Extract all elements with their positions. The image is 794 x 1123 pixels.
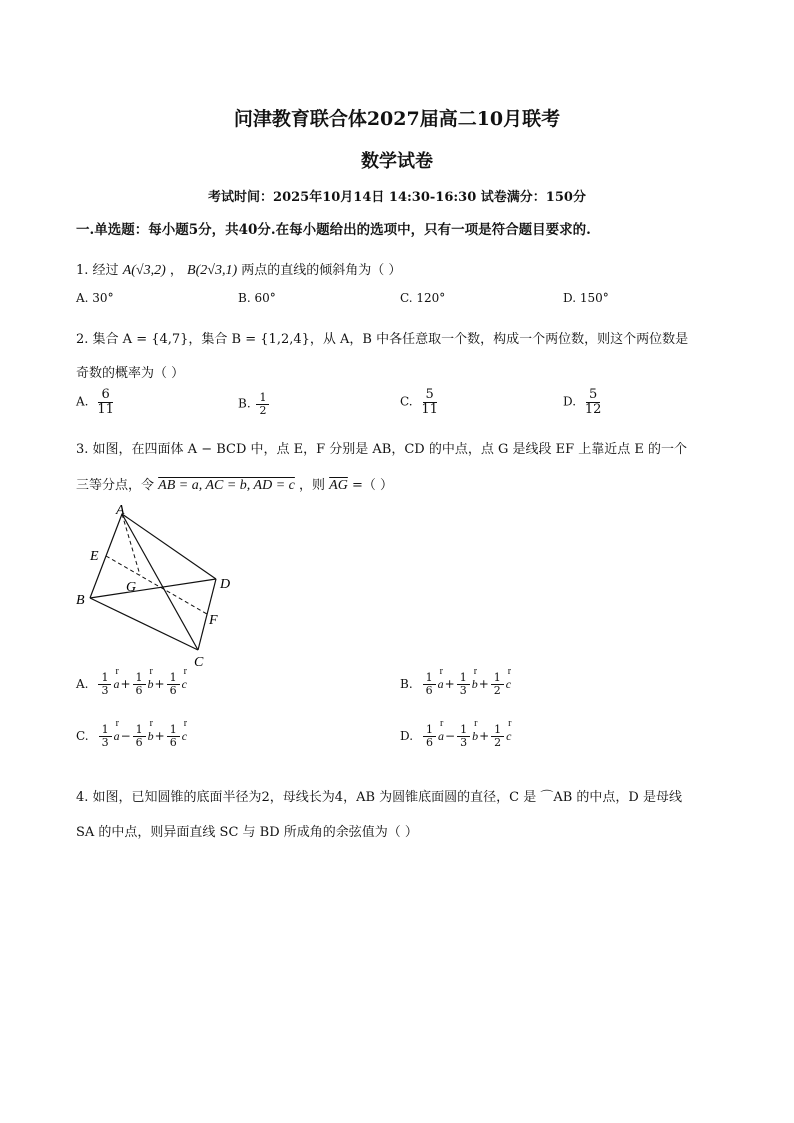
- vector-mark: r: [474, 717, 478, 729]
- vector-mark: r: [183, 717, 188, 729]
- vector-c: c: [181, 728, 188, 743]
- denominator: 2: [494, 735, 502, 749]
- section-heading: 一.单选题：每小题5分，共40分.在每小题给出的选项中，只有一项是符合题目要求的.: [76, 222, 591, 238]
- vector-mark: r: [507, 665, 512, 677]
- edge-ad: [122, 514, 216, 579]
- operator: +: [154, 677, 165, 692]
- label-e: E: [90, 549, 99, 564]
- vector-mark: r: [183, 665, 187, 677]
- page-title: 问津教育联合体2027届高二10月联考: [233, 108, 561, 130]
- numerator: 1: [167, 724, 180, 737]
- question-3-line2: [76, 474, 393, 494]
- vector-b: b: [147, 676, 154, 691]
- q3-option-d-label: D.: [400, 729, 414, 744]
- page-subtitle: 数学试卷: [361, 151, 433, 172]
- vector-b: b: [147, 728, 154, 743]
- edge-bd: [90, 579, 216, 598]
- numerator: 1: [133, 724, 146, 737]
- vector-a: a: [113, 676, 120, 691]
- label-c: C: [194, 655, 204, 670]
- q3-line2-mid: ，则: [299, 478, 326, 493]
- edge-bc: [90, 598, 198, 650]
- vector-c: c: [505, 676, 512, 691]
- denominator: 3: [460, 735, 468, 749]
- q3-line2-prefix: 三等分点，令: [76, 478, 155, 493]
- numerator: 1: [256, 392, 269, 405]
- denominator: 11: [97, 401, 114, 417]
- vector-mark: r: [440, 717, 444, 729]
- vector-mark: r: [149, 717, 153, 729]
- numerator: 5: [423, 388, 437, 403]
- denominator: 3: [101, 683, 109, 697]
- q2-option-b-label: B.: [238, 396, 251, 411]
- q1-prefix: 1. 经过: [76, 263, 119, 278]
- numerator: 1: [423, 672, 436, 685]
- vector-mark: r: [115, 717, 119, 729]
- question-1-stem: [76, 259, 401, 279]
- operator: +: [444, 677, 455, 692]
- question-2-line2: 奇数的概率为（ ）: [76, 366, 185, 381]
- q2-option-d-fraction: [582, 388, 605, 416]
- operator: +: [154, 729, 165, 744]
- q2-option-a-fraction: [94, 388, 117, 416]
- coef-2: [133, 672, 146, 696]
- q2-option-c-fraction: [418, 388, 441, 416]
- q1-option-a: A. 30°: [76, 291, 114, 305]
- coef-3: [167, 672, 180, 696]
- operator: +: [120, 677, 131, 692]
- label-a: A: [116, 503, 125, 518]
- denominator: 6: [425, 683, 433, 697]
- denominator: 3: [101, 735, 109, 749]
- q2-option-d: [563, 388, 606, 416]
- coef-2: [457, 672, 470, 696]
- q3-option-d: [400, 717, 512, 749]
- denominator: 2: [493, 683, 501, 697]
- q1-comma: ，: [169, 263, 183, 278]
- question-4-line2: SA 的中点，则异面直线 SC 与 BD 所成角的余弦值为（ ）: [76, 825, 418, 840]
- numerator: 1: [133, 672, 146, 685]
- coef-3: [167, 724, 180, 748]
- label-f: F: [209, 613, 218, 628]
- coef-3: [491, 724, 504, 748]
- coef-3: [491, 672, 504, 696]
- denominator: 11: [421, 401, 438, 417]
- numerator: 1: [457, 724, 470, 737]
- q3-target-vector: $\overline{AG}$: [329, 478, 348, 493]
- question-2-line1: 2. 集合 A = {4,7}，集合 B = {1,2,4}，从 A，B 中各任意取一个数，构成一个两位数，则这个两位数是: [76, 332, 689, 347]
- q3-vector-definitions: AB = a, AC = b, AD = c: [158, 478, 295, 493]
- numerator: 6: [98, 388, 112, 403]
- vector-mark: r: [149, 665, 153, 677]
- numerator: 1: [99, 724, 112, 737]
- q2-option-a: [76, 388, 119, 416]
- operator: +: [479, 729, 490, 744]
- coef-1: [99, 724, 112, 748]
- denominator: 6: [426, 735, 434, 749]
- q1-option-b: B. 60°: [238, 291, 276, 305]
- operator: −: [445, 729, 456, 744]
- q3-option-b: [400, 665, 512, 697]
- q3-option-a-label: A.: [76, 677, 89, 692]
- segment-ef: [106, 556, 207, 614]
- q2-option-a-label: A.: [76, 394, 89, 409]
- q2-option-b-fraction: [256, 392, 269, 416]
- operator: −: [120, 729, 131, 744]
- numerator: 1: [423, 724, 436, 737]
- q1-point-a: A(√3,2): [122, 263, 166, 278]
- numerator: 1: [167, 672, 180, 685]
- vector-c: c: [506, 728, 512, 743]
- vector-mark: r: [115, 665, 119, 677]
- numerator: 1: [491, 724, 504, 737]
- denominator: 6: [169, 683, 177, 697]
- question-4-line1: 4. 如图，已知圆锥的底面半径为2，母线长为4，AB 为圆锥底面圆的直径，C 是 ⌒AB 的中点，D 是母线: [76, 790, 682, 805]
- vector-mark: r: [508, 717, 512, 729]
- denominator: 6: [169, 735, 177, 749]
- question-3-line1: 3. 如图，在四面体 A − BCD 中，点 E，F 分别是 AB，CD 的中点，点 G 是线段 EF 上靠近点 E 的一个: [76, 442, 688, 457]
- denominator: 6: [135, 735, 143, 749]
- vector-c: c: [181, 676, 187, 691]
- q2-option-d-label: D.: [563, 394, 577, 409]
- vector-b: b: [471, 676, 478, 691]
- vector-a: a: [113, 728, 120, 743]
- denominator: 12: [584, 401, 602, 417]
- segment-ag: [122, 514, 140, 575]
- q3-option-c: [76, 717, 188, 749]
- numerator: 1: [491, 672, 504, 685]
- q1-option-c: C. 120°: [400, 291, 446, 305]
- label-d: D: [220, 577, 231, 592]
- q3-line2-suffix: =（ ）: [351, 478, 394, 493]
- vector-a: a: [438, 728, 445, 743]
- q1-option-d: D. 150°: [563, 291, 609, 305]
- coef-1: [423, 724, 436, 748]
- q2-option-c: [400, 388, 443, 416]
- numerator: 1: [457, 672, 470, 685]
- denominator: 3: [459, 683, 467, 697]
- vector-b: b: [472, 728, 479, 743]
- vector-mark: r: [439, 665, 443, 677]
- denominator: 6: [135, 683, 143, 697]
- label-g: G: [126, 580, 137, 595]
- label-b: B: [76, 593, 85, 608]
- q2-option-c-label: C.: [400, 394, 413, 409]
- q1-point-b: B(2√3,1): [187, 263, 238, 278]
- q3-option-a: [76, 665, 188, 697]
- numerator: 5: [586, 388, 600, 403]
- vector-a: a: [437, 676, 444, 691]
- tetrahedron-figure: [70, 500, 250, 672]
- vector-mark: r: [473, 665, 478, 677]
- coef-1: [423, 672, 436, 696]
- exam-info: 考试时间：2025年10月14日 14:30-16:30 试卷满分：150分: [208, 190, 586, 205]
- coef-1: [98, 672, 111, 696]
- coef-2: [457, 724, 470, 748]
- q2-option-b: [238, 392, 271, 416]
- numerator: 1: [98, 672, 111, 685]
- coef-2: [133, 724, 146, 748]
- q1-suffix: 两点的直线的倾斜角为（ ）: [241, 263, 402, 278]
- operator: +: [478, 677, 489, 692]
- q3-option-c-label: C.: [76, 729, 89, 744]
- q3-option-b-label: B.: [400, 677, 413, 692]
- denominator: 2: [259, 403, 267, 417]
